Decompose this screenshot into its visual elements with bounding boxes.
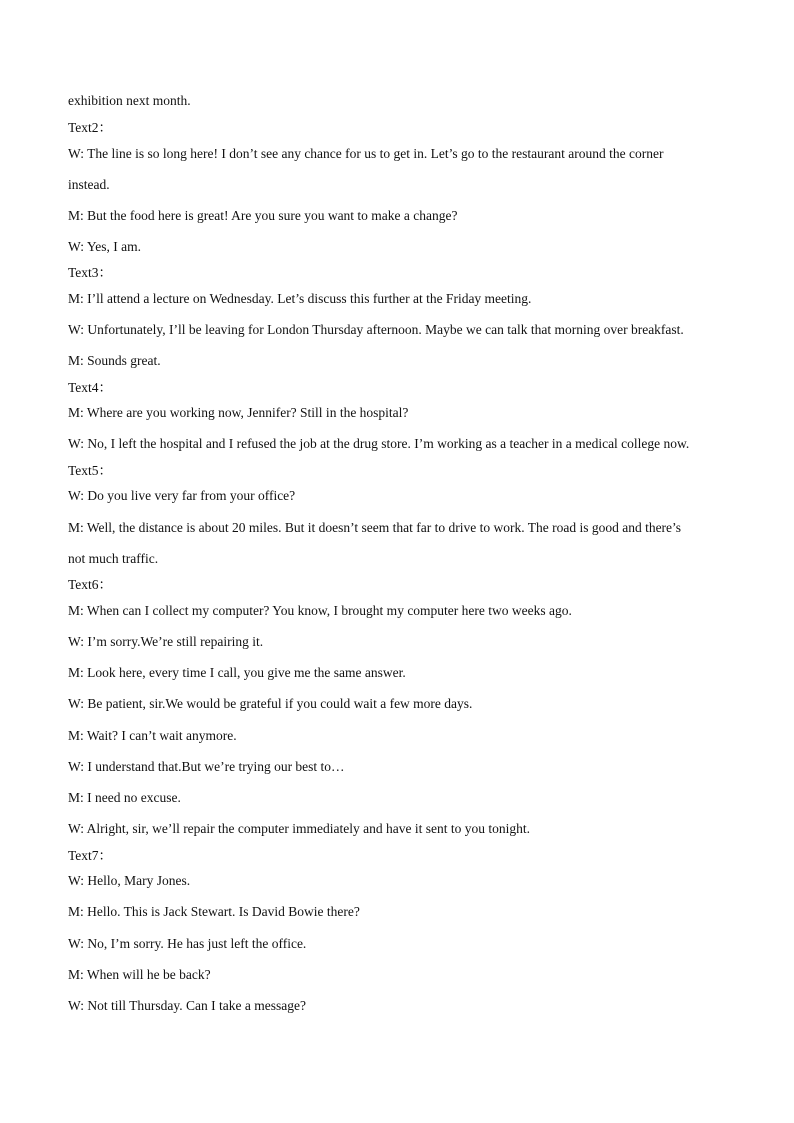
text-line: M: Where are you working now, Jennifer? Still in the hospital? <box>68 405 409 420</box>
text-line: W: Yes, I am. <box>68 239 141 254</box>
text-line: exhibition next month. <box>68 93 191 108</box>
text-line: M: Wait? I can’t wait anymore. <box>68 728 237 743</box>
text-line: W: No, I left the hospital and I refused the job at the drug store. I’m working as a teacher in a medical college now. <box>68 436 690 451</box>
text-line: instead. <box>68 177 110 192</box>
text-line: M: I need no excuse. <box>68 790 181 805</box>
text-line: W: Unfortunately, I’ll be leaving for London Thursday afternoon. Maybe we can talk that morning over breakfast. <box>68 322 684 337</box>
section-heading-text6: Text6： <box>68 577 113 592</box>
text-line: W: Not till Thursday. Can I take a message? <box>68 998 306 1013</box>
text-line: W: The line is so long here! I don’t see any chance for us to get in. Let’s go to the restaurant around the corner <box>68 146 664 161</box>
section-heading-text3: Text3： <box>68 265 113 280</box>
text-line: M: When will he be back? <box>68 967 211 982</box>
text-line: M: Well, the distance is about 20 miles. But it doesn’t seem that far to drive to work. The road is good and there’s <box>68 520 682 535</box>
text-line: W: Alright, sir, we’ll repair the computer immediately and have it sent to you tonight. <box>68 821 530 836</box>
section-heading-text2: Text2： <box>68 120 113 135</box>
text-line: M: But the food here is great! Are you sure you want to make a change? <box>68 208 458 223</box>
text-line: M: Sounds great. <box>68 353 161 368</box>
section-heading-text4: Text4： <box>68 380 113 395</box>
text-line: not much traffic. <box>68 551 159 566</box>
text-line: M: Hello. This is Jack Stewart. Is David Bowie there? <box>68 904 360 919</box>
text-line: M: Look here, every time I call, you give me the same answer. <box>68 665 406 680</box>
section-heading-text7: Text7： <box>68 848 113 863</box>
text-line: M: When can I collect my computer? You know, I brought my computer here two weeks ago. <box>68 603 572 618</box>
text-line: W: Do you live very far from your office? <box>68 488 296 503</box>
text-line: W: No, I’m sorry. He has just left the office. <box>68 936 307 951</box>
section-heading-text5: Text5： <box>68 463 113 478</box>
text-line: W: Be patient, sir.We would be grateful if you could wait a few more days. <box>68 696 473 711</box>
text-line: W: Hello, Mary Jones. <box>68 873 191 888</box>
text-line: M: I’ll attend a lecture on Wednesday. Let’s discuss this further at the Friday meeting. <box>68 291 532 306</box>
text-line: W: I understand that.But we’re trying our best to… <box>68 759 345 774</box>
text-line: W: I’m sorry.We’re still repairing it. <box>68 634 264 649</box>
